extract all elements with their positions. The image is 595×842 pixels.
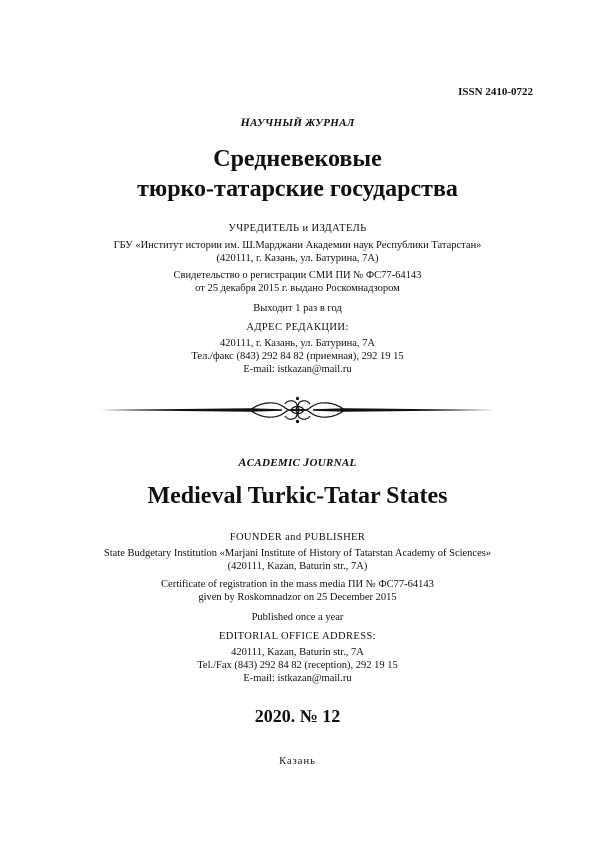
journal-title-ru-line2: тюрко-татарские государства	[137, 176, 458, 202]
journal-title-ru-line1: Средневековые	[213, 146, 382, 172]
editorial-heading-en: EDITORIAL OFFICE ADDRESS:	[218, 631, 376, 642]
editorial-address-en: 420111, Kazan, Baturin str., 7A	[231, 647, 364, 658]
email-en: E-mail: istkazan@mail.ru	[243, 673, 352, 684]
certificate-en-line1: Certificate of registration in the mass media ПИ № ФС77-64143	[161, 579, 434, 590]
founder-name-ru: ГБУ «Институт истории им. Ш.Марджани Академии наук Республики Татарстан»	[113, 240, 482, 251]
founder-heading-en: FOUNDER and PUBLISHER	[229, 532, 366, 543]
editorial-heading-ru: АДРЕС РЕДАКЦИИ:	[246, 322, 349, 333]
journal-label-ru-rest: АУЧНЫЙ ЖУРНАЛ	[250, 117, 355, 129]
journal-label-en-rest1: CADEMIC	[246, 457, 304, 469]
certificate-ru-line2: от 25 декабря 2015 г. выдано Роскомнадзором	[195, 283, 400, 294]
journal-label-en-cap1: A	[238, 455, 247, 469]
phone-ru: Тел./факс (843) 292 84 82 (приемная), 292 19 15	[191, 351, 404, 362]
editorial-address-ru: 420111, г. Казань, ул. Батурина, 7А	[220, 338, 375, 349]
frequency-en: Published once a year	[251, 612, 344, 623]
email-ru: E-mail: istkazan@mail.ru	[243, 364, 352, 375]
founder-address-ru: (420111, г. Казань, ул. Батурина, 7А)	[216, 253, 379, 264]
ornament-divider-icon	[100, 395, 495, 425]
founder-heading-ru: УЧРЕДИТЕЛЬ и ИЗДАТЕЛЬ	[228, 223, 367, 234]
phone-en: Tel./Fax (843) 292 84 82 (reception), 292 19 15	[197, 660, 398, 671]
issue-number: 2020. № 12	[254, 706, 341, 726]
city: Казань	[279, 756, 316, 767]
founder-address-en: (420111, Kazan, Baturin str., 7A)	[227, 561, 368, 572]
journal-title-en: Medieval Turkic-Tatar States	[147, 483, 448, 509]
certificate-ru-line1: Свидетельство о регистрации СМИ ПИ № ФС77-64143	[173, 270, 422, 281]
issn: ISSN 2410-0722	[458, 86, 533, 98]
journal-label-en	[0, 455, 595, 470]
journal-label-ru	[0, 115, 595, 130]
journal-label-en-cap2: J	[303, 455, 310, 469]
founder-name-en: State Budgetary Institution «Marjani Institute of History of Tatarstan Academy of Sciences»	[103, 548, 492, 559]
frequency-ru: Выходит 1 раз в год	[253, 303, 342, 314]
journal-label-ru-cap: Н	[240, 115, 251, 129]
journal-label-en-rest2: OURNAL	[309, 457, 357, 469]
certificate-en-line2: given by Roskomnadzor on 25 December 2015	[198, 592, 397, 603]
